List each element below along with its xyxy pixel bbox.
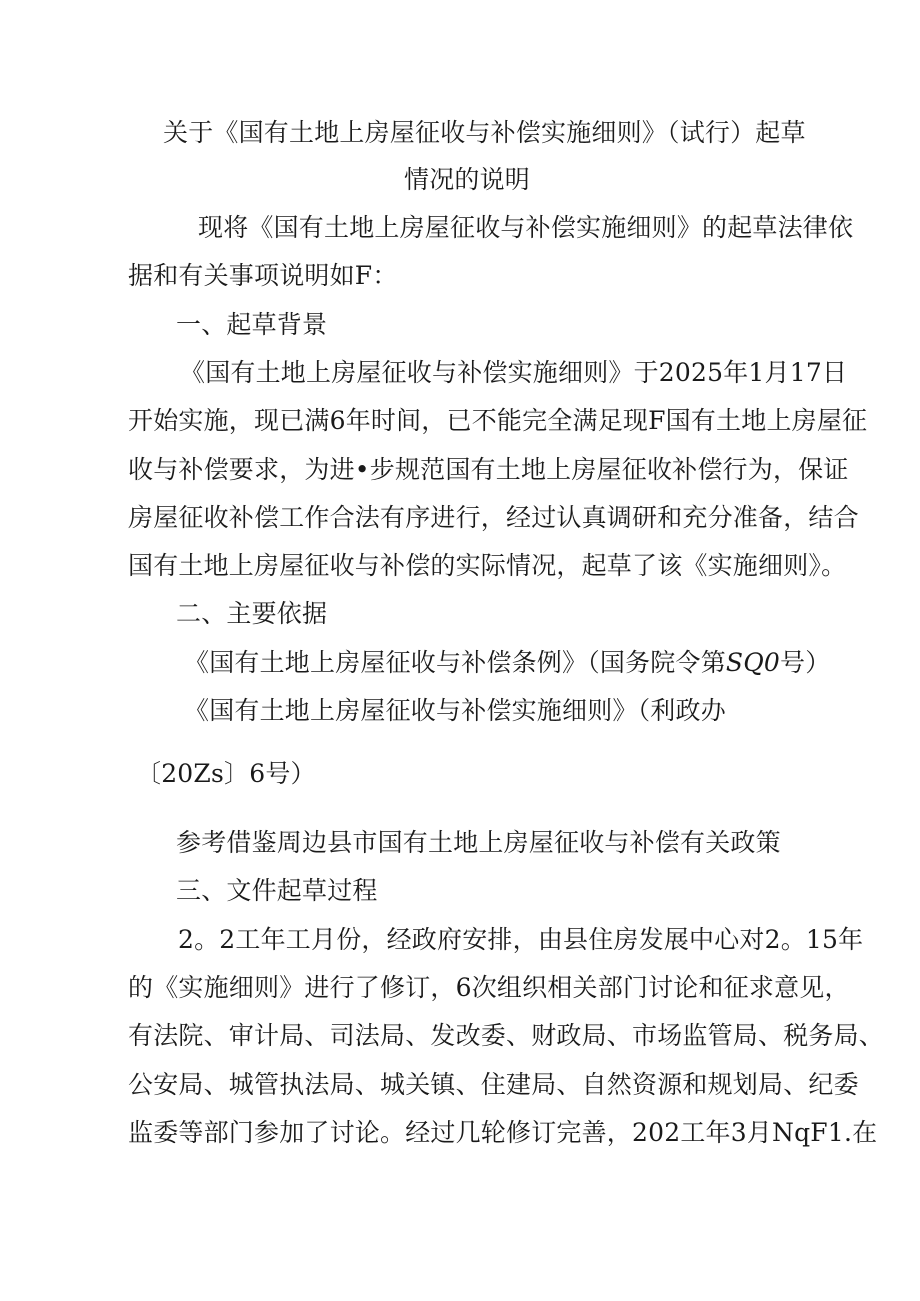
section1-line-4: 房屋征收补偿工作合法有序进行，经过认真调研和充分准备，结合 <box>128 503 859 532</box>
section1-line-3: 收与补偿要求，为进•步规范国有土地上房屋征收补偿行为，保证 <box>128 455 849 484</box>
section1-line-5: 国有土地上房屋征收与补偿的实际情况，起草了该《实施细则》。 <box>128 551 847 580</box>
basis-item-1-suffix: 号） <box>780 648 831 677</box>
section3-line-5: 监委等部门参加了讨论。经过几轮修订完善，202工年3月NqF1.在 <box>128 1118 878 1147</box>
section3-line-3: 有法院、审计局、司法局、发改委、财政局、市场监管局、税务局、 <box>128 1021 885 1050</box>
document-title-line1: 关于《国有土地上房屋征收与补偿实施细则》（试行）起草 <box>163 118 806 147</box>
intro-line-1: 现将《国有土地上房屋征收与补偿实施细则》的起草法律依 <box>198 213 854 242</box>
section3-heading: 三、文件起草过程 <box>176 876 378 905</box>
basis-item-1-prefix: 《国有土地上房屋征收与补偿条例》（国务院令第 <box>184 648 726 677</box>
section1-line-1: 《国有土地上房屋征收与补偿实施细则》于2025年1月17日 <box>180 358 848 387</box>
section3-line-2: 的《实施细则》进行了修订，6次组织相关部门讨论和征求意见， <box>128 973 850 1002</box>
section3-line-4: 公安局、城管执法局、城关镇、住建局、自然资源和规划局、纪委 <box>128 1070 859 1099</box>
basis-item-2-line1: 《国有土地上房屋征收与补偿实施细则》（利政办 <box>184 696 726 725</box>
section1-line-2: 开始实施，现已满6年时间，已不能完全满足现F国有土地上房屋征 <box>128 406 868 435</box>
basis-item-3: 参考借鉴周边县市国有土地上房屋征收与补偿有关政策 <box>176 828 781 857</box>
section1-heading: 一、起草背景 <box>176 310 328 339</box>
basis-item-2-line2: 〔20Zs〕6号） <box>136 759 316 788</box>
basis-item-1-code: SQ0 <box>725 648 781 677</box>
intro-line-2: 据和有关事项说明如F： <box>128 261 398 290</box>
basis-item-1 <box>184 648 830 678</box>
document-title-line2: 情况的说明 <box>404 165 531 194</box>
section3-line-1: 2。2工年工月份，经政府安排，由县住房发展中心对2。15年 <box>178 925 864 954</box>
section2-heading: 二、主要依据 <box>176 599 328 628</box>
